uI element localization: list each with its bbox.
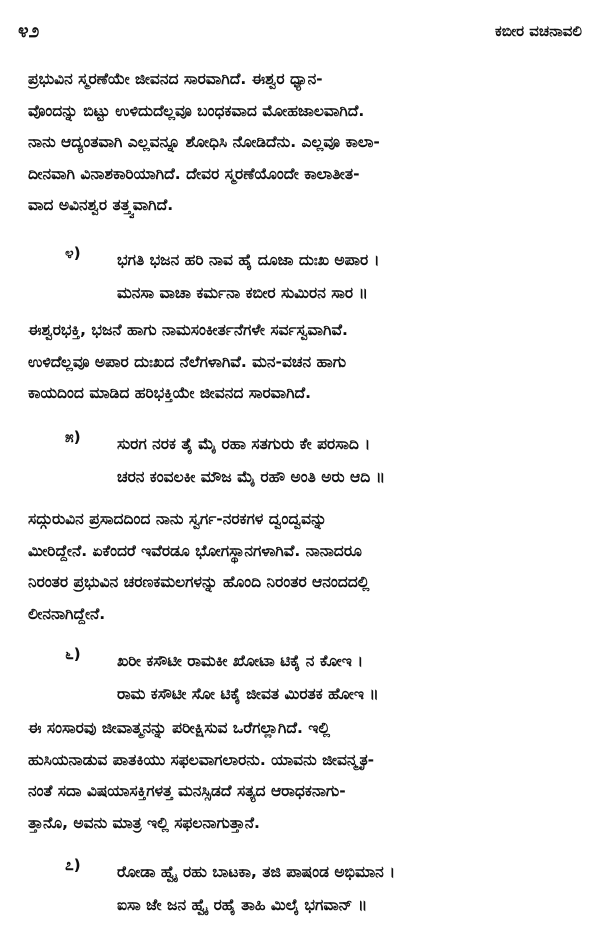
verse-lines: [117, 244, 577, 310]
paragraph-line: ನಂತೆ ಸದಾ ವಿಷಯಾಸಕ್ತಿಗಳತ್ತ ಮನಸ್ಸಿಡದೆ ಸತ್ಯದ ಆರಾಧಕನಾಗು-: [28, 782, 346, 800]
paragraph-line: ಸದ್ಗುರುವಿನ ಪ್ರಸಾದದಿಂದ ನಾನು ಸ್ವರ್ಗ-ನರಕಗಳ ದ್ವಂದ್ವವನ್ನು: [28, 510, 327, 528]
paragraph-line: ಕಾಯದಿಂದ ಮಾಡಿದ ಹರಿಭಕ್ತಿಯೇ ಜೀವನದ ಸಾರವಾಗಿದೆ.: [28, 384, 312, 402]
paragraph-line: ವೊಂದನ್ನು ಬಿಟ್ಟು ಉಳಿದುದೆಲ್ಲವೂ ಬಂಧಕವಾದ ಮೋಹಜಾಲವಾಗಿದೆ.: [28, 101, 365, 120]
paragraph-line: ದೀನವಾಗಿ ವಿನಾಶಕಾರಿಯಾಗಿದೆ. ದೇವರ ಸ್ಮರಣೆಯೊಂದೇ ಕಾಲಾತೀತ-: [28, 164, 360, 183]
verse-line: ಮನಸಾ ವಾಚಾ ಕರ್ಮನಾ ಕಬೀರ ಸುಮಿರನ ಸಾರ ॥: [117, 284, 368, 302]
paragraph-line: ಈಶ್ವರಭಕ್ತಿ, ಭಜನೆ ಹಾಗು ನಾಮಸಂಕೀರ್ತನೆಗಳೇ ಸರ್ವಸ್ವವಾಗಿವೆ.: [28, 321, 348, 339]
verse-lines: [117, 645, 577, 711]
verse-number: ೫): [65, 428, 81, 446]
verse-lines: [117, 856, 577, 922]
paragraph-1: [28, 64, 574, 222]
page-number: ೪೨: [18, 20, 40, 42]
paragraph-line: ತ್ತಾನೊ, ಅವನು ಮಾತ್ರ ಇಲ್ಲಿ ಸಫಲನಾಗುತ್ತಾನೆ.: [28, 813, 260, 832]
verse-line: ಐಸಾ ಜೇ ಜನ ಹ್ವೈ ರಹೈ ತಾಹಿ ಮಿಲೈ ಭಗವಾನ್ ॥: [117, 896, 368, 914]
paragraph-line: ನಾನು ಆದ್ಯಂತವಾಗಿ ಎಲ್ಲವನ್ನೂ ಶೋಧಿಸಿ ನೋಡಿದೆನು. ಎಲ್ಲವೂ ಕಾಲಾ-: [28, 133, 380, 151]
verse-line: ರೋಡಾ ಹ್ವೈ ರಹು ಬಾಟಕಾ, ತಜಿ ಪಾಷಂಡ ಅಭಿಮಾನ ।: [117, 863, 396, 881]
paragraph-line: ವಾದ ಅವಿನಶ್ವರ ತತ್ತ್ವವಾಗಿದೆ.: [28, 196, 174, 214]
verse-line: ಖರೀ ಕಸೌಟೀ ರಾಮಕೀ ಖೋಟಾ ಟಿಕೈ ನ ಕೋಇ ।: [117, 652, 364, 670]
page-header: [18, 20, 582, 46]
verse-lines: [117, 428, 577, 494]
paragraph-4: [28, 713, 574, 839]
paragraph-line: ಮೀರಿದ್ದೇನೆ. ಏಕೆಂದರೆ ಇವೆರಡೂ ಭೋಗಸ್ಥಾನಗಳಾಗಿವೆ. ನಾನಾದರೂ: [28, 541, 362, 560]
verse-number: ೪): [65, 244, 81, 262]
verse-line: ರಾಮ ಕಸೌಟೀ ಸೋ ಟಿಕೈ ಜೀವತ ಮಿರತಕ ಹೋಇ ॥: [117, 685, 379, 703]
verse-line: ಭಗತಿ ಭಜನ ಹರಿ ನಾವ ಹೈ ದೂಜಾ ದುಃಖ ಅಪಾರ ।: [117, 251, 380, 269]
paragraph-line: ನಿರಂತರ ಪ್ರಭುವಿನ ಚರಣಕಮಲಗಳನ್ನು ಹೊಂದಿ ನಿರಂತರ ಆನಂದದಲ್ಲಿ: [28, 573, 370, 591]
paragraph-2: [28, 315, 574, 410]
paragraph-line: ಹುಸಿಯನಾಡುವ ಪಾತಕಿಯು ಸಫಲವಾಗಲಾರನು. ಯಾವನು ಜೀವನ್ಮೃತ-: [28, 750, 375, 769]
verse-number: ೭): [65, 856, 81, 874]
paragraph-line: ಪ್ರಭುವಿನ ಸ್ಮರಣೆಯೇ ಜೀವನದ ಸಾರವಾಗಿದೆ. ಈಶ್ವರ ಧ್ಯಾನ-: [28, 70, 323, 88]
paragraph-line: ಲೀನನಾಗಿದ್ದೇನೆ.: [28, 604, 106, 623]
paragraph-3: [28, 504, 574, 630]
paragraph-line: ಉಳಿದೆಲ್ಲವೂ ಅಪಾರ ದುಃಖದ ನೆಲೆಗಳಾಗಿವೆ. ಮನ-ವಚನ ಹಾಗು: [28, 352, 347, 371]
running-title: ಕಬೀರ ವಚನಾವಲಿ: [494, 22, 582, 40]
verse-line: ಚರನ ಕಂವಲಕೀ ಮೌಜ ಮೈ ರಹೌ ಅಂತಿ ಅರು ಆದಿ ॥: [117, 468, 386, 486]
verse-line: ಸುರಗ ನರಕ ತೈ ಮೈ ರಹಾ ಸತಗುರು ಕೇ ಪರಸಾದಿ ।: [117, 435, 371, 453]
verse-number: ೬): [65, 645, 81, 663]
paragraph-line: ಈ ಸಂಸಾರವು ಜೀವಾತ್ಮನನ್ನು ಪರೀಕ್ಷಿಸುವ ಒರೆಗಲ್ಲಾಗಿದೆ. ಇಲ್ಲಿ: [28, 719, 331, 737]
